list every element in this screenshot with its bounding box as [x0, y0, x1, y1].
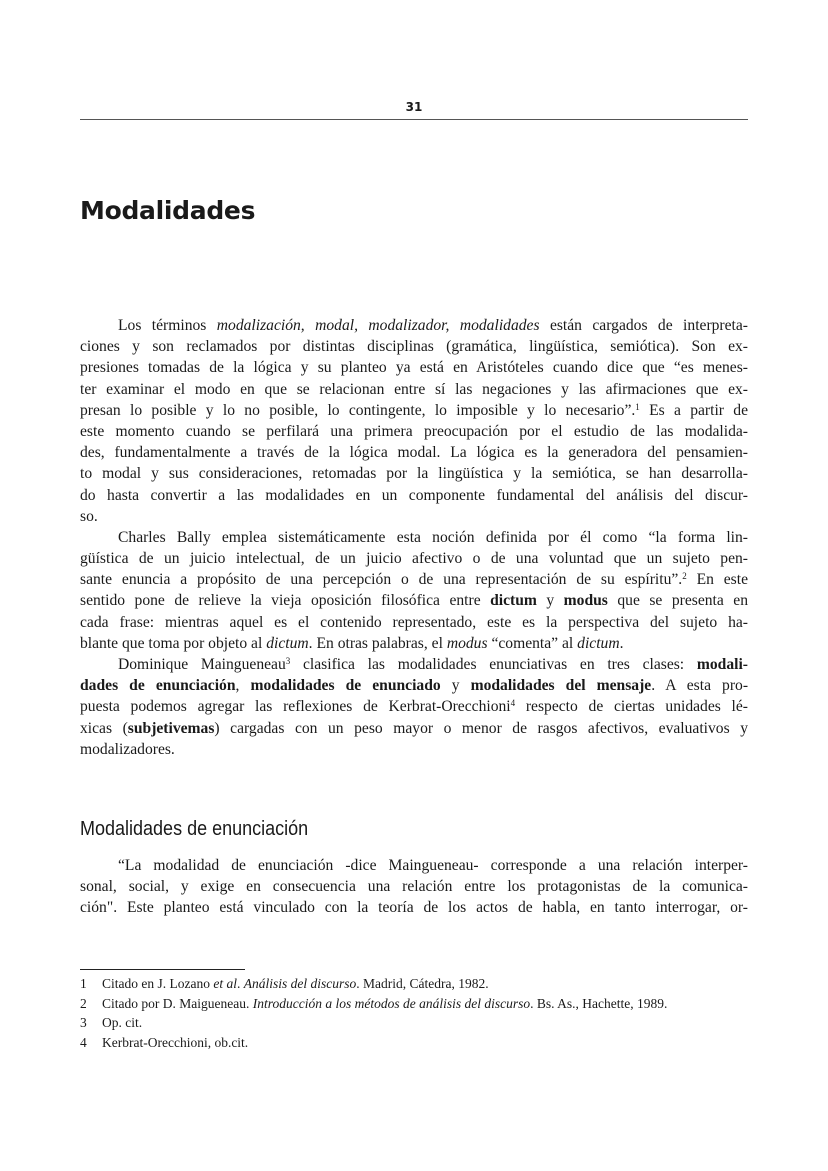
text-run: . [619, 634, 624, 652]
text-line [80, 357, 748, 378]
text-run: clasifica las modalidades enunciativas en tres clases: [290, 656, 697, 673]
text-run: Es a partir de [639, 401, 748, 419]
text-run: Introducción a los métodos de análisis del discurso [252, 995, 531, 1011]
text-run: , [235, 677, 251, 695]
text-run: presiones tomadas de la lógica y su planteo ya está en Aristóteles cuando dice que “es menes- [80, 359, 748, 377]
text-line [80, 675, 748, 696]
text-line [80, 336, 748, 357]
text-run: blante que toma por objeto al [80, 634, 267, 652]
text-run: dictum [577, 634, 620, 652]
footnote-number: 2 [80, 995, 87, 1011]
text-run: Análisis del discurso [243, 976, 357, 991]
text-run: . A esta pro- [651, 677, 749, 695]
text-run: que se presenta en [607, 592, 748, 610]
text-run: Op. cit. [102, 1015, 143, 1031]
section-heading: Modalidades de enunciación [80, 818, 309, 840]
text-line [80, 633, 748, 654]
header-rule [80, 119, 748, 120]
text-run: subjetivemas [127, 719, 215, 737]
text-run: sonal, social, y exige en consecuencia una relación entre los protagonistas de la comunica- [80, 878, 748, 896]
chapter-title: Modalidades [80, 196, 256, 225]
footnote [80, 974, 667, 994]
text-run: modus [563, 592, 608, 610]
text-run: En este [686, 571, 748, 589]
text-line [80, 569, 748, 590]
text-line [80, 612, 748, 633]
text-run: dictum [266, 634, 309, 652]
text-run: . Madrid, Cátedra, 1982. [356, 976, 489, 991]
footnote [80, 1013, 667, 1033]
text-run: modali- [696, 656, 748, 673]
footnotes [80, 974, 667, 1052]
text-line [80, 548, 748, 569]
text-run: Charles Bally emplea sistemáticamente esta noción definida por él como “la forma lin- [118, 528, 748, 546]
text-run: . Bs. As., Hachette, 1989. [530, 995, 668, 1011]
text-line [80, 527, 748, 548]
text-line [80, 876, 748, 897]
text-run: dades de enunciación [80, 677, 236, 695]
text-line [80, 718, 748, 739]
text-run: do hasta convertir a las modalidades en un componente fundamental del análisis del discur- [80, 486, 748, 504]
text-run: to modal y sus consideraciones, retomadas por la lingüística y la semiótica, se han desarrolla- [80, 465, 748, 483]
footnote-ref: 1 [635, 401, 640, 412]
text-run: ciones y son reclamados por distintas disciplinas (gramática, lingüística, semiótica). Son ex- [80, 338, 748, 356]
text-run: et al [213, 976, 237, 991]
text-run: “comenta” al [487, 634, 578, 652]
text-run: y [536, 592, 564, 610]
footnote-rule [80, 969, 245, 970]
text-run: ción". Este planteo está vinculado con la teoría de los actos de habla, en tanto interrogar, or- [80, 899, 748, 917]
text-line [80, 379, 748, 400]
body-text-section-2 [80, 855, 748, 919]
text-run: . [236, 976, 244, 991]
text-run: Los términos [118, 317, 217, 334]
text-run: están cargados de interpreta- [539, 317, 748, 334]
text-run: cada frase: mientras aquel es el contenido representado, este es la perspectiva del sujeto ha- [80, 613, 748, 631]
text-run: güística de un juicio intelectual, de un juicio afectivo o de una voluntad que un sujeto pen- [80, 550, 748, 568]
text-run: presan lo posible y lo no posible, lo contingente, lo imposible y lo necesario”. [80, 401, 636, 419]
footnote-number: 1 [80, 976, 87, 991]
text-line [80, 590, 748, 611]
text-line [80, 485, 748, 506]
text-line [80, 421, 748, 442]
text-run: respecto de ciertas unidades lé- [515, 698, 748, 716]
text-line [80, 506, 748, 527]
text-run: . En otras palabras, el [308, 634, 447, 652]
footnote-ref: 3 [285, 656, 291, 666]
text-run: sentido pone de relieve la vieja oposición filosófica entre [80, 592, 491, 610]
footnote [80, 1033, 667, 1053]
text-run: Citado por D. Maigueneau. [102, 995, 253, 1011]
footnote-ref: 4 [510, 698, 516, 709]
footnote-number: 4 [80, 1034, 87, 1050]
text-run: des, fundamentalmente a través de la lógica modal. La lógica es la generadora del pensamien- [80, 444, 748, 462]
text-run: modalizadores. [80, 740, 175, 758]
text-run: ter examinar el modo en que se relacionan entre sí las negaciones y las afirmaciones que ex- [80, 380, 748, 398]
body-text-section-1 [80, 315, 748, 760]
text-run: “La modalidad de enunciación -dice Maingueneau- corresponde a una relación interper- [118, 857, 748, 874]
text-run: xicas ( [80, 719, 128, 737]
text-run: modalización, modal, modalizador, modalidades [216, 317, 540, 334]
text-run: dictum [490, 592, 537, 610]
text-line [80, 897, 748, 918]
text-run: Dominique Maingueneau [118, 656, 286, 673]
text-line [80, 463, 748, 484]
text-line [80, 400, 748, 421]
text-line [80, 315, 748, 336]
footnote-number: 3 [80, 1015, 87, 1031]
text-line [80, 739, 748, 760]
footnote [80, 994, 667, 1014]
text-run: sante enuncia a propósito de una percepción o de una representación de su espíritu”. [80, 571, 683, 589]
text-run: modalidades de enunciado [250, 677, 441, 695]
footnote-ref: 2 [682, 571, 687, 582]
text-run: modalidades del mensaje [470, 677, 652, 695]
text-run: ) cargadas con un peso mayor o menor de rasgos afectivos, evaluativos y [214, 719, 748, 737]
text-run: puesta podemos agregar las reflexiones de Kerbrat-Orecchioni [80, 698, 511, 716]
text-line [80, 654, 748, 675]
text-run: Kerbrat-Orecchioni, ob.cit. [102, 1034, 249, 1050]
text-run: so. [80, 507, 98, 525]
text-run: Citado en J. Lozano [102, 976, 214, 991]
text-line [80, 696, 748, 717]
page-number: 31 [405, 100, 423, 114]
text-line [80, 855, 748, 876]
text-run: modus [446, 634, 488, 652]
text-run: este momento cuando se perfilará una primera preocupación por el estudio de las modalida- [80, 422, 748, 440]
text-line [80, 442, 748, 463]
text-run: y [440, 677, 471, 695]
